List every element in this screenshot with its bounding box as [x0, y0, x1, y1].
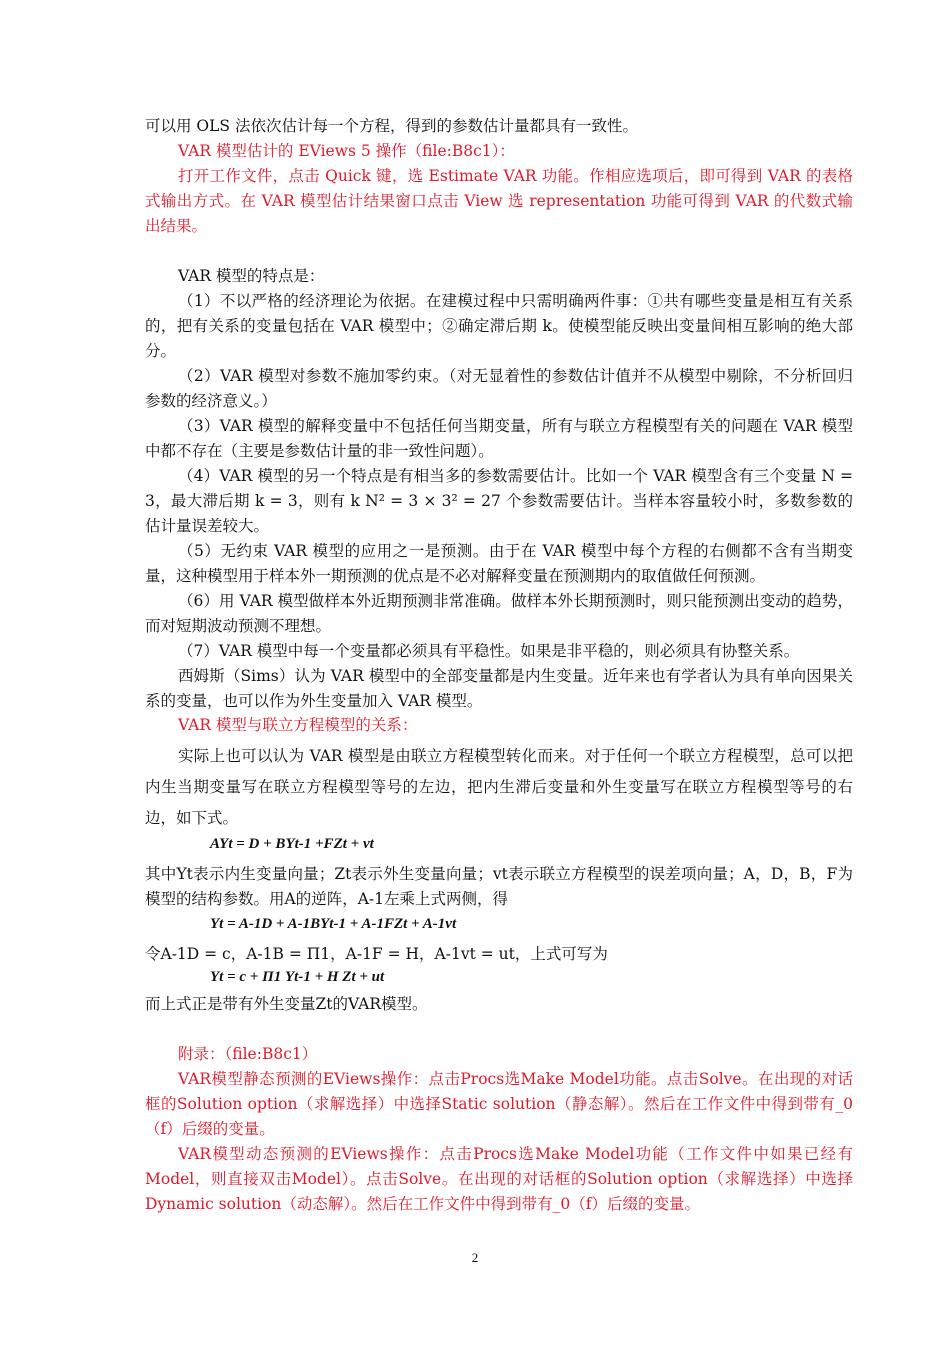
appendix-dynamic-forecast: VAR模型动态预测的EViews操作：点击Procs选Make Model功能（工作文件中如果已经有Model，则直接双击Model）。点击Solve。在出现的对话框的Solution option（求解选择）中选择Dynamic solution（动态解）。然后在工作文件中得到带有_0（f）后缀的变量。: [145, 1145, 853, 1213]
equation-reduced: Yt = A-1D + A-1BYt-1 + A-1FZt + A-1vt: [210, 916, 457, 932]
substitution-line: 令A-1D = c，A-1B = Π1，A-1F = H，A-1vt = ut，上式可写为: [145, 945, 608, 963]
feature-4: （4）VAR 模型的另一个特点是有相当多的参数需要估计。比如一个 VAR 模型含有三个变量 N = 3，最大滞后期 k = 3，则有 k N² = 3 × 3² = 27 个参数需要估计。当样本容量较小时，多数参数的估计量误差较大。: [145, 467, 853, 535]
variables-explanation: 其中Yt表示内生变量向量；Zt表示外生变量向量；vt表示联立方程模型的误差项向量；A，D，B，F为模型的结构参数。用A的逆阵，A-1左乘上式两侧，得: [145, 865, 853, 908]
relation-body: 实际上也可以认为 VAR 模型是由联立方程模型转化而来。对于任何一个联立方程模型，总可以把内生当期变量写在联立方程模型等号的左边，把内生滞后变量和外生变量写在联立方程模型等号的右边，如下式。: [145, 747, 853, 827]
eviews-section-title: VAR 模型估计的 EViews 5 操作（file:B8c1）：: [178, 142, 515, 160]
conclusion-line: 而上式正是带有外生变量Zt的VAR模型。: [145, 995, 428, 1013]
equation-var: Yt = c + Π1 Yt-1 + H Zt + ut: [210, 969, 385, 985]
feature-3: （3）VAR 模型的解释变量中不包括任何当期变量，所有与联立方程模型有关的问题在 VAR 模型中都不存在（主要是参数估计量的非一致性问题）。: [145, 417, 853, 460]
intro-paragraph: 可以用 OLS 法依次估计每一个方程，得到的参数估计量都具有一致性。: [145, 117, 638, 135]
feature-2: （2）VAR 模型对参数不施加零约束。（对无显着性的参数估计值并不从模型中剔除，不分析回归参数的经济意义。）: [145, 367, 853, 410]
equation-structural: AYt = D + BYt-1 +FZt + vt: [210, 836, 374, 852]
appendix-heading: 附录：（file:B8c1）: [178, 1045, 318, 1063]
relation-heading: VAR 模型与联立方程模型的关系：: [178, 716, 418, 734]
feature-6: （6）用 VAR 模型做样本外近期预测非常准确。做样本外长期预测时，则只能预测出变动的趋势，而对短期波动预测不理想。: [145, 592, 853, 635]
feature-7: （7）VAR 模型中每一个变量都必须具有平稳性。如果是非平稳的，则必须具有协整关系。: [178, 642, 800, 660]
page-number: 2: [471, 1250, 479, 1265]
eviews-instructions: 打开工作文件，点击 Quick 键，选 Estimate VAR 功能。作相应选项后，即可得到 VAR 的表格式输出方式。在 VAR 模型估计结果窗口点击 View 选 representation 功能可得到 VAR 的代数式输出结果。: [145, 167, 853, 235]
feature-5: （5）无约束 VAR 模型的应用之一是预测。由于在 VAR 模型中每个方程的右侧都不含有当期变量，这种模型用于样本外一期预测的优点是不必对解释变量在预测期内的取值做任何预测。: [145, 542, 853, 585]
sims-paragraph: 西姆斯（Sims）认为 VAR 模型中的全部变量都是内生变量。近年来也有学者认为具有单向因果关系的变量，也可以作为外生变量加入 VAR 模型。: [145, 667, 853, 710]
features-heading: VAR 模型的特点是：: [178, 267, 325, 285]
feature-1: （1）不以严格的经济理论为依据。在建模过程中只需明确两件事：①共有哪些变量是相互有关系的，把有关系的变量包括在 VAR 模型中；②确定滞后期 k。使模型能反映出变量间相互影响的绝大部分。: [145, 292, 853, 360]
appendix-static-forecast: VAR模型静态预测的EViews操作：点击Procs选Make Model功能。点击Solve。在出现的对话框的Solution option（求解选择）中选择Static solution（静态解）。然后在工作文件中得到带有_0（f）后缀的变量。: [145, 1070, 853, 1138]
